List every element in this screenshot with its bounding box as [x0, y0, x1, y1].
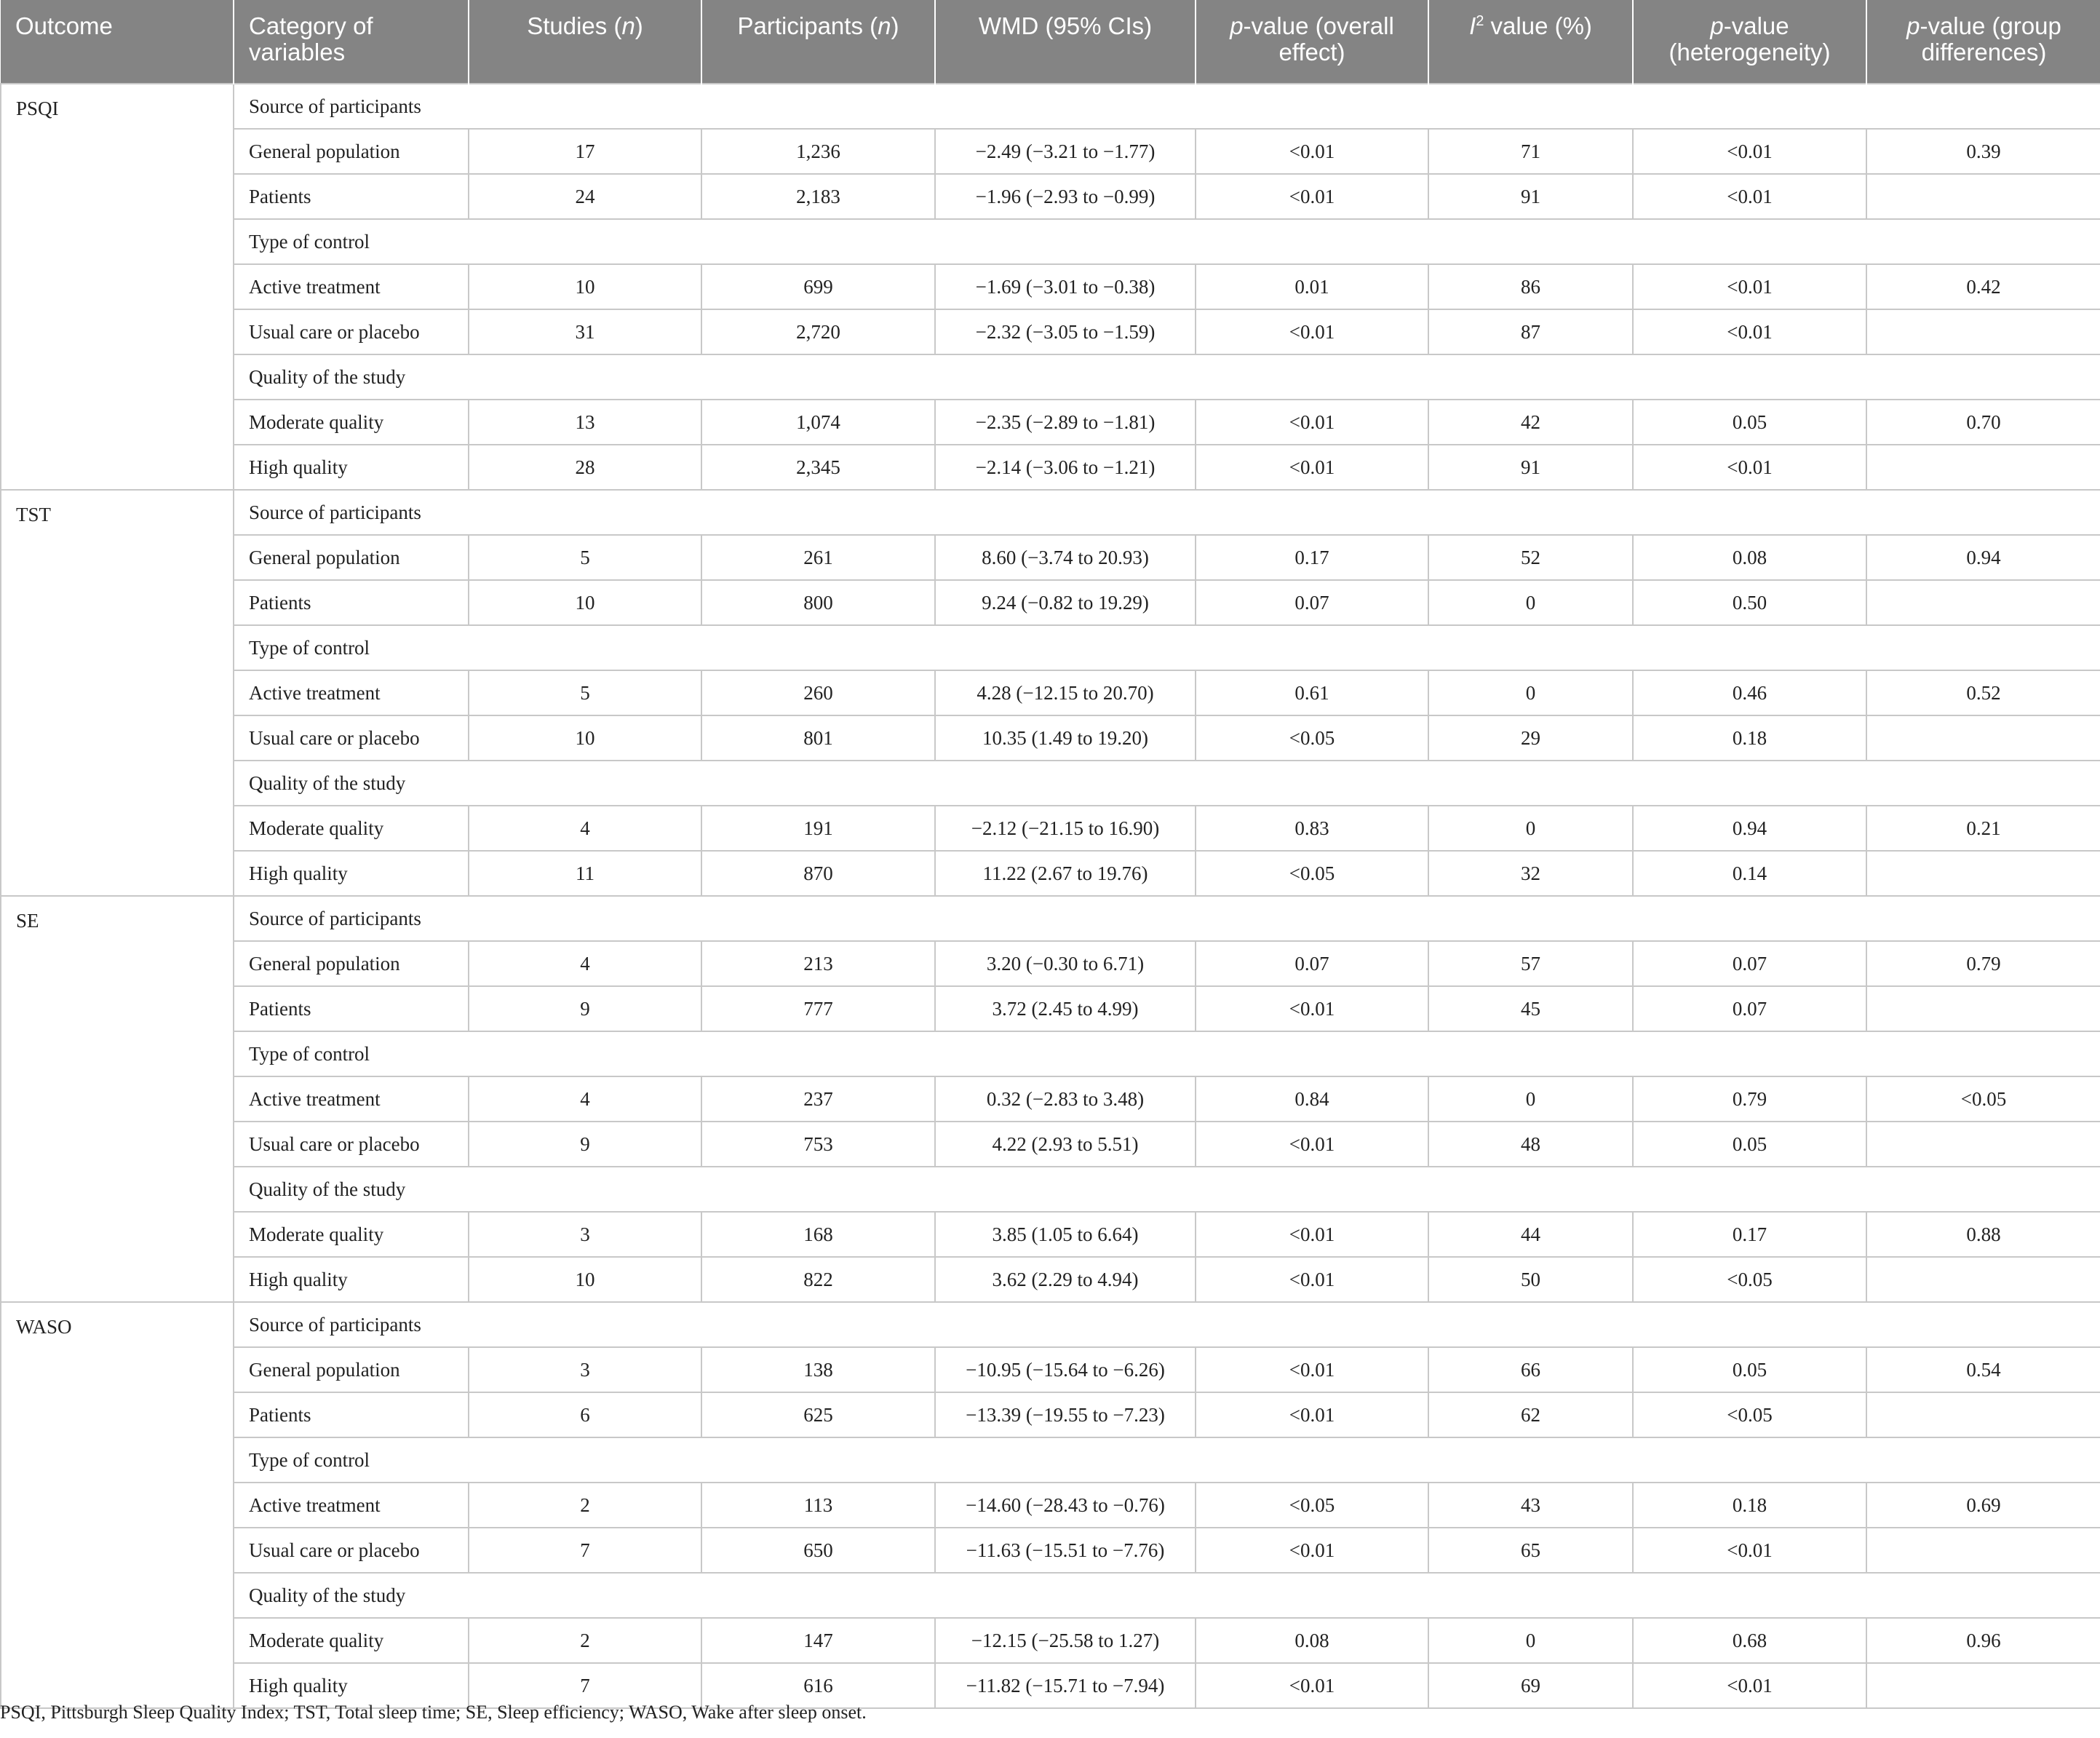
- participants-cell: 870: [701, 851, 935, 896]
- p-heterogeneity-cell: 0.05: [1633, 1122, 1866, 1167]
- p-overall-cell: 0.84: [1196, 1076, 1428, 1122]
- studies-cell: 10: [469, 580, 701, 625]
- group-header-row: [1, 1302, 2100, 1347]
- i2-cell: 66: [1428, 1347, 1633, 1392]
- i2-cell: 42: [1428, 400, 1633, 445]
- p-group-cell: [1866, 580, 2100, 625]
- wmd-cell: 3.72 (2.45 to 4.99): [935, 986, 1196, 1031]
- studies-cell: 2: [469, 1618, 701, 1663]
- i2-cell: 32: [1428, 851, 1633, 896]
- p-heterogeneity-cell: 0.07: [1633, 941, 1866, 986]
- studies-cell: 9: [469, 1122, 701, 1167]
- table-header: [1, 0, 2100, 84]
- studies-cell: 10: [469, 264, 701, 309]
- category-cell: Patients: [234, 580, 469, 625]
- group-header-row: [1, 1437, 2100, 1483]
- p-heterogeneity-cell: <0.01: [1633, 174, 1866, 219]
- header-category: Category of variables: [234, 0, 469, 84]
- p-overall-cell: <0.01: [1196, 1122, 1428, 1167]
- category-cell: Active treatment: [234, 1076, 469, 1122]
- p-heterogeneity-cell: 0.17: [1633, 1212, 1866, 1257]
- p-group-cell: <0.05: [1866, 1076, 2100, 1122]
- wmd-cell: 4.22 (2.93 to 5.51): [935, 1122, 1196, 1167]
- p-group-cell: [1866, 445, 2100, 490]
- participants-cell: 213: [701, 941, 935, 986]
- i2-cell: 50: [1428, 1257, 1633, 1302]
- studies-cell: 4: [469, 806, 701, 851]
- p-group-cell: [1866, 174, 2100, 219]
- group-header-row: [1, 1167, 2100, 1212]
- participants-cell: 777: [701, 986, 935, 1031]
- category-cell: Moderate quality: [234, 400, 469, 445]
- studies-cell: 11: [469, 851, 701, 896]
- participants-cell: 2,345: [701, 445, 935, 490]
- category-cell: Patients: [234, 986, 469, 1031]
- p-overall-cell: 0.61: [1196, 670, 1428, 715]
- p-overall-cell: <0.01: [1196, 174, 1428, 219]
- participants-cell: 261: [701, 535, 935, 580]
- header-p-group: p-value (group differences): [1866, 0, 2100, 84]
- studies-cell: 3: [469, 1347, 701, 1392]
- group-label-cell: Source of participants: [234, 896, 2100, 941]
- table-row: [1, 1392, 2100, 1437]
- table-row: [1, 1257, 2100, 1302]
- group-label-cell: Source of participants: [234, 84, 2100, 129]
- p-group-cell: 0.88: [1866, 1212, 2100, 1257]
- p-overall-cell: <0.01: [1196, 1347, 1428, 1392]
- studies-cell: 28: [469, 445, 701, 490]
- table-row: [1, 1212, 2100, 1257]
- table-row: [1, 129, 2100, 174]
- studies-cell: 5: [469, 670, 701, 715]
- i2-cell: 91: [1428, 445, 1633, 490]
- group-header-row: [1, 219, 2100, 264]
- wmd-cell: −11.63 (−15.51 to −7.76): [935, 1528, 1196, 1573]
- p-group-cell: [1866, 986, 2100, 1031]
- participants-cell: 753: [701, 1122, 935, 1167]
- i2-cell: 69: [1428, 1663, 1633, 1708]
- p-overall-cell: 0.08: [1196, 1618, 1428, 1663]
- p-group-cell: [1866, 309, 2100, 354]
- p-overall-cell: 0.07: [1196, 580, 1428, 625]
- participants-cell: 1,074: [701, 400, 935, 445]
- outcome-cell: SE: [1, 896, 234, 1302]
- group-label-cell: Type of control: [234, 1437, 2100, 1483]
- p-overall-cell: <0.01: [1196, 309, 1428, 354]
- p-overall-cell: <0.01: [1196, 1528, 1428, 1573]
- wmd-cell: −2.49 (−3.21 to −1.77): [935, 129, 1196, 174]
- wmd-cell: −11.82 (−15.71 to −7.94): [935, 1663, 1196, 1708]
- participants-cell: 800: [701, 580, 935, 625]
- category-cell: Active treatment: [234, 264, 469, 309]
- studies-cell: 2: [469, 1483, 701, 1528]
- category-cell: Moderate quality: [234, 1212, 469, 1257]
- studies-cell: 4: [469, 941, 701, 986]
- group-header-row: [1, 761, 2100, 806]
- i2-cell: 91: [1428, 174, 1633, 219]
- p-heterogeneity-cell: <0.01: [1633, 445, 1866, 490]
- p-overall-cell: 0.07: [1196, 941, 1428, 986]
- table-row: [1, 986, 2100, 1031]
- table-row: [1, 580, 2100, 625]
- table-row: [1, 1122, 2100, 1167]
- p-heterogeneity-cell: 0.05: [1633, 1347, 1866, 1392]
- group-label-cell: Type of control: [234, 625, 2100, 670]
- participants-cell: 260: [701, 670, 935, 715]
- i2-cell: 44: [1428, 1212, 1633, 1257]
- category-cell: High quality: [234, 1663, 469, 1708]
- group-header-row: [1, 84, 2100, 129]
- category-cell: General population: [234, 941, 469, 986]
- p-overall-cell: <0.01: [1196, 1663, 1428, 1708]
- p-overall-cell: <0.01: [1196, 445, 1428, 490]
- p-group-cell: [1866, 1663, 2100, 1708]
- p-heterogeneity-cell: 0.08: [1633, 535, 1866, 580]
- p-overall-cell: <0.05: [1196, 851, 1428, 896]
- p-group-cell: 0.70: [1866, 400, 2100, 445]
- participants-cell: 625: [701, 1392, 935, 1437]
- wmd-cell: 4.28 (−12.15 to 20.70): [935, 670, 1196, 715]
- category-cell: Usual care or placebo: [234, 715, 469, 761]
- category-cell: Moderate quality: [234, 806, 469, 851]
- studies-cell: 24: [469, 174, 701, 219]
- category-cell: Active treatment: [234, 1483, 469, 1528]
- table-row: [1, 1076, 2100, 1122]
- p-heterogeneity-cell: <0.01: [1633, 129, 1866, 174]
- participants-cell: 2,720: [701, 309, 935, 354]
- i2-cell: 0: [1428, 580, 1633, 625]
- p-group-cell: 0.52: [1866, 670, 2100, 715]
- p-group-cell: 0.94: [1866, 535, 2100, 580]
- studies-cell: 3: [469, 1212, 701, 1257]
- table-footnote: PSQI, Pittsburgh Sleep Quality Index; TST, Total sleep time; SE, Sleep efficiency; WASO, Wake after sleep onset.: [0, 1702, 867, 1723]
- p-group-cell: [1866, 1392, 2100, 1437]
- group-header-row: [1, 1573, 2100, 1618]
- p-heterogeneity-cell: 0.46: [1633, 670, 1866, 715]
- header-wmd: WMD (95% CIs): [935, 0, 1196, 84]
- p-heterogeneity-cell: 0.18: [1633, 1483, 1866, 1528]
- group-header-row: [1, 625, 2100, 670]
- p-heterogeneity-cell: <0.05: [1633, 1257, 1866, 1302]
- category-cell: High quality: [234, 445, 469, 490]
- wmd-cell: 3.20 (−0.30 to 6.71): [935, 941, 1196, 986]
- p-overall-cell: 0.83: [1196, 806, 1428, 851]
- category-cell: General population: [234, 535, 469, 580]
- p-group-cell: [1866, 715, 2100, 761]
- wmd-cell: −2.14 (−3.06 to −1.21): [935, 445, 1196, 490]
- table-row: [1, 1347, 2100, 1392]
- i2-cell: 0: [1428, 670, 1633, 715]
- p-heterogeneity-cell: 0.79: [1633, 1076, 1866, 1122]
- p-heterogeneity-cell: <0.05: [1633, 1392, 1866, 1437]
- studies-cell: 10: [469, 715, 701, 761]
- p-group-cell: 0.69: [1866, 1483, 2100, 1528]
- p-overall-cell: <0.01: [1196, 1392, 1428, 1437]
- participants-cell: 168: [701, 1212, 935, 1257]
- header-studies: Studies (n): [469, 0, 701, 84]
- i2-cell: 0: [1428, 1076, 1633, 1122]
- wmd-cell: 3.85 (1.05 to 6.64): [935, 1212, 1196, 1257]
- p-group-cell: 0.54: [1866, 1347, 2100, 1392]
- p-heterogeneity-cell: 0.07: [1633, 986, 1866, 1031]
- table-row: [1, 806, 2100, 851]
- outcome-cell: WASO: [1, 1302, 234, 1708]
- participants-cell: 650: [701, 1528, 935, 1573]
- studies-cell: 17: [469, 129, 701, 174]
- i2-cell: 0: [1428, 806, 1633, 851]
- studies-cell: 4: [469, 1076, 701, 1122]
- table-row: [1, 941, 2100, 986]
- p-group-cell: 0.21: [1866, 806, 2100, 851]
- i2-cell: 71: [1428, 129, 1633, 174]
- i2-cell: 0: [1428, 1618, 1633, 1663]
- p-heterogeneity-cell: <0.01: [1633, 1663, 1866, 1708]
- outcome-cell: PSQI: [1, 84, 234, 490]
- wmd-cell: 9.24 (−0.82 to 19.29): [935, 580, 1196, 625]
- p-heterogeneity-cell: <0.01: [1633, 309, 1866, 354]
- wmd-cell: −2.12 (−21.15 to 16.90): [935, 806, 1196, 851]
- group-label-cell: Quality of the study: [234, 1573, 2100, 1618]
- studies-cell: 5: [469, 535, 701, 580]
- group-label-cell: Source of participants: [234, 1302, 2100, 1347]
- studies-cell: 7: [469, 1663, 701, 1708]
- table-row: [1, 1528, 2100, 1573]
- participants-cell: 699: [701, 264, 935, 309]
- i2-cell: 87: [1428, 309, 1633, 354]
- p-heterogeneity-cell: 0.94: [1633, 806, 1866, 851]
- table-row: [1, 851, 2100, 896]
- group-label-cell: Source of participants: [234, 490, 2100, 535]
- wmd-cell: −13.39 (−19.55 to −7.23): [935, 1392, 1196, 1437]
- group-label-cell: Quality of the study: [234, 354, 2100, 400]
- category-cell: Usual care or placebo: [234, 309, 469, 354]
- p-heterogeneity-cell: 0.50: [1633, 580, 1866, 625]
- table-row: [1, 715, 2100, 761]
- studies-cell: 9: [469, 986, 701, 1031]
- studies-cell: 31: [469, 309, 701, 354]
- table-body: [1, 84, 2100, 1708]
- p-heterogeneity-cell: 0.14: [1633, 851, 1866, 896]
- wmd-cell: −1.96 (−2.93 to −0.99): [935, 174, 1196, 219]
- i2-cell: 57: [1428, 941, 1633, 986]
- group-header-row: [1, 1031, 2100, 1076]
- p-group-cell: [1866, 1257, 2100, 1302]
- p-group-cell: [1866, 851, 2100, 896]
- group-label-cell: Type of control: [234, 219, 2100, 264]
- participants-cell: 113: [701, 1483, 935, 1528]
- group-label-cell: Quality of the study: [234, 761, 2100, 806]
- category-cell: High quality: [234, 1257, 469, 1302]
- header-row: [1, 0, 2100, 84]
- i2-cell: 62: [1428, 1392, 1633, 1437]
- table-row: [1, 535, 2100, 580]
- participants-cell: 138: [701, 1347, 935, 1392]
- table-row: [1, 1483, 2100, 1528]
- p-overall-cell: <0.01: [1196, 1257, 1428, 1302]
- i2-cell: 45: [1428, 986, 1633, 1031]
- p-overall-cell: 0.01: [1196, 264, 1428, 309]
- header-outcome: Outcome: [1, 0, 234, 84]
- studies-cell: 10: [469, 1257, 701, 1302]
- participants-cell: 2,183: [701, 174, 935, 219]
- group-header-row: [1, 896, 2100, 941]
- participants-cell: 616: [701, 1663, 935, 1708]
- p-overall-cell: 0.17: [1196, 535, 1428, 580]
- header-p-overall: p-value (overall effect): [1196, 0, 1428, 84]
- wmd-cell: −2.32 (−3.05 to −1.59): [935, 309, 1196, 354]
- group-header-row: [1, 490, 2100, 535]
- category-cell: Usual care or placebo: [234, 1528, 469, 1573]
- group-label-cell: Quality of the study: [234, 1167, 2100, 1212]
- p-overall-cell: <0.01: [1196, 1212, 1428, 1257]
- i2-cell: 29: [1428, 715, 1633, 761]
- table-row: [1, 264, 2100, 309]
- i2-cell: 48: [1428, 1122, 1633, 1167]
- category-cell: High quality: [234, 851, 469, 896]
- p-overall-cell: <0.01: [1196, 129, 1428, 174]
- wmd-cell: −10.95 (−15.64 to −6.26): [935, 1347, 1196, 1392]
- participants-cell: 822: [701, 1257, 935, 1302]
- p-heterogeneity-cell: 0.18: [1633, 715, 1866, 761]
- p-group-cell: [1866, 1122, 2100, 1167]
- p-group-cell: [1866, 1528, 2100, 1573]
- wmd-cell: 3.62 (2.29 to 4.94): [935, 1257, 1196, 1302]
- header-participants: Participants (n): [701, 0, 935, 84]
- p-group-cell: 0.39: [1866, 129, 2100, 174]
- table-row: [1, 400, 2100, 445]
- table-row: [1, 670, 2100, 715]
- wmd-cell: 0.32 (−2.83 to 3.48): [935, 1076, 1196, 1122]
- category-cell: General population: [234, 129, 469, 174]
- participants-cell: 801: [701, 715, 935, 761]
- wmd-cell: −2.35 (−2.89 to −1.81): [935, 400, 1196, 445]
- category-cell: Usual care or placebo: [234, 1122, 469, 1167]
- group-label-cell: Type of control: [234, 1031, 2100, 1076]
- category-cell: Moderate quality: [234, 1618, 469, 1663]
- p-group-cell: 0.42: [1866, 264, 2100, 309]
- p-heterogeneity-cell: 0.05: [1633, 400, 1866, 445]
- participants-cell: 147: [701, 1618, 935, 1663]
- header-i2: $I^2$ value (%): [1428, 0, 1633, 84]
- category-cell: Active treatment: [234, 670, 469, 715]
- group-header-row: [1, 354, 2100, 400]
- table-row: [1, 174, 2100, 219]
- p-group-cell: 0.96: [1866, 1618, 2100, 1663]
- participants-cell: 191: [701, 806, 935, 851]
- header-p-heterogeneity: p-value (heterogeneity): [1633, 0, 1866, 84]
- p-overall-cell: <0.05: [1196, 1483, 1428, 1528]
- p-overall-cell: <0.01: [1196, 986, 1428, 1031]
- outcome-cell: TST: [1, 490, 234, 896]
- studies-cell: 7: [469, 1528, 701, 1573]
- category-cell: Patients: [234, 1392, 469, 1437]
- category-cell: Patients: [234, 174, 469, 219]
- p-heterogeneity-cell: <0.01: [1633, 1528, 1866, 1573]
- wmd-cell: 11.22 (2.67 to 19.76): [935, 851, 1196, 896]
- table-row: [1, 445, 2100, 490]
- p-overall-cell: <0.01: [1196, 400, 1428, 445]
- wmd-cell: −1.69 (−3.01 to −0.38): [935, 264, 1196, 309]
- i2-cell: 52: [1428, 535, 1633, 580]
- p-heterogeneity-cell: <0.01: [1633, 264, 1866, 309]
- category-cell: General population: [234, 1347, 469, 1392]
- p-overall-cell: <0.05: [1196, 715, 1428, 761]
- participants-cell: 237: [701, 1076, 935, 1122]
- studies-cell: 6: [469, 1392, 701, 1437]
- i2-cell: 65: [1428, 1528, 1633, 1573]
- studies-cell: 13: [469, 400, 701, 445]
- table-row: [1, 1618, 2100, 1663]
- wmd-cell: 8.60 (−3.74 to 20.93): [935, 535, 1196, 580]
- p-group-cell: 0.79: [1866, 941, 2100, 986]
- i2-cell: 43: [1428, 1483, 1633, 1528]
- wmd-cell: −12.15 (−25.58 to 1.27): [935, 1618, 1196, 1663]
- i2-cell: 86: [1428, 264, 1633, 309]
- participants-cell: 1,236: [701, 129, 935, 174]
- wmd-cell: 10.35 (1.49 to 19.20): [935, 715, 1196, 761]
- table-row: [1, 309, 2100, 354]
- p-heterogeneity-cell: 0.68: [1633, 1618, 1866, 1663]
- wmd-cell: −14.60 (−28.43 to −0.76): [935, 1483, 1196, 1528]
